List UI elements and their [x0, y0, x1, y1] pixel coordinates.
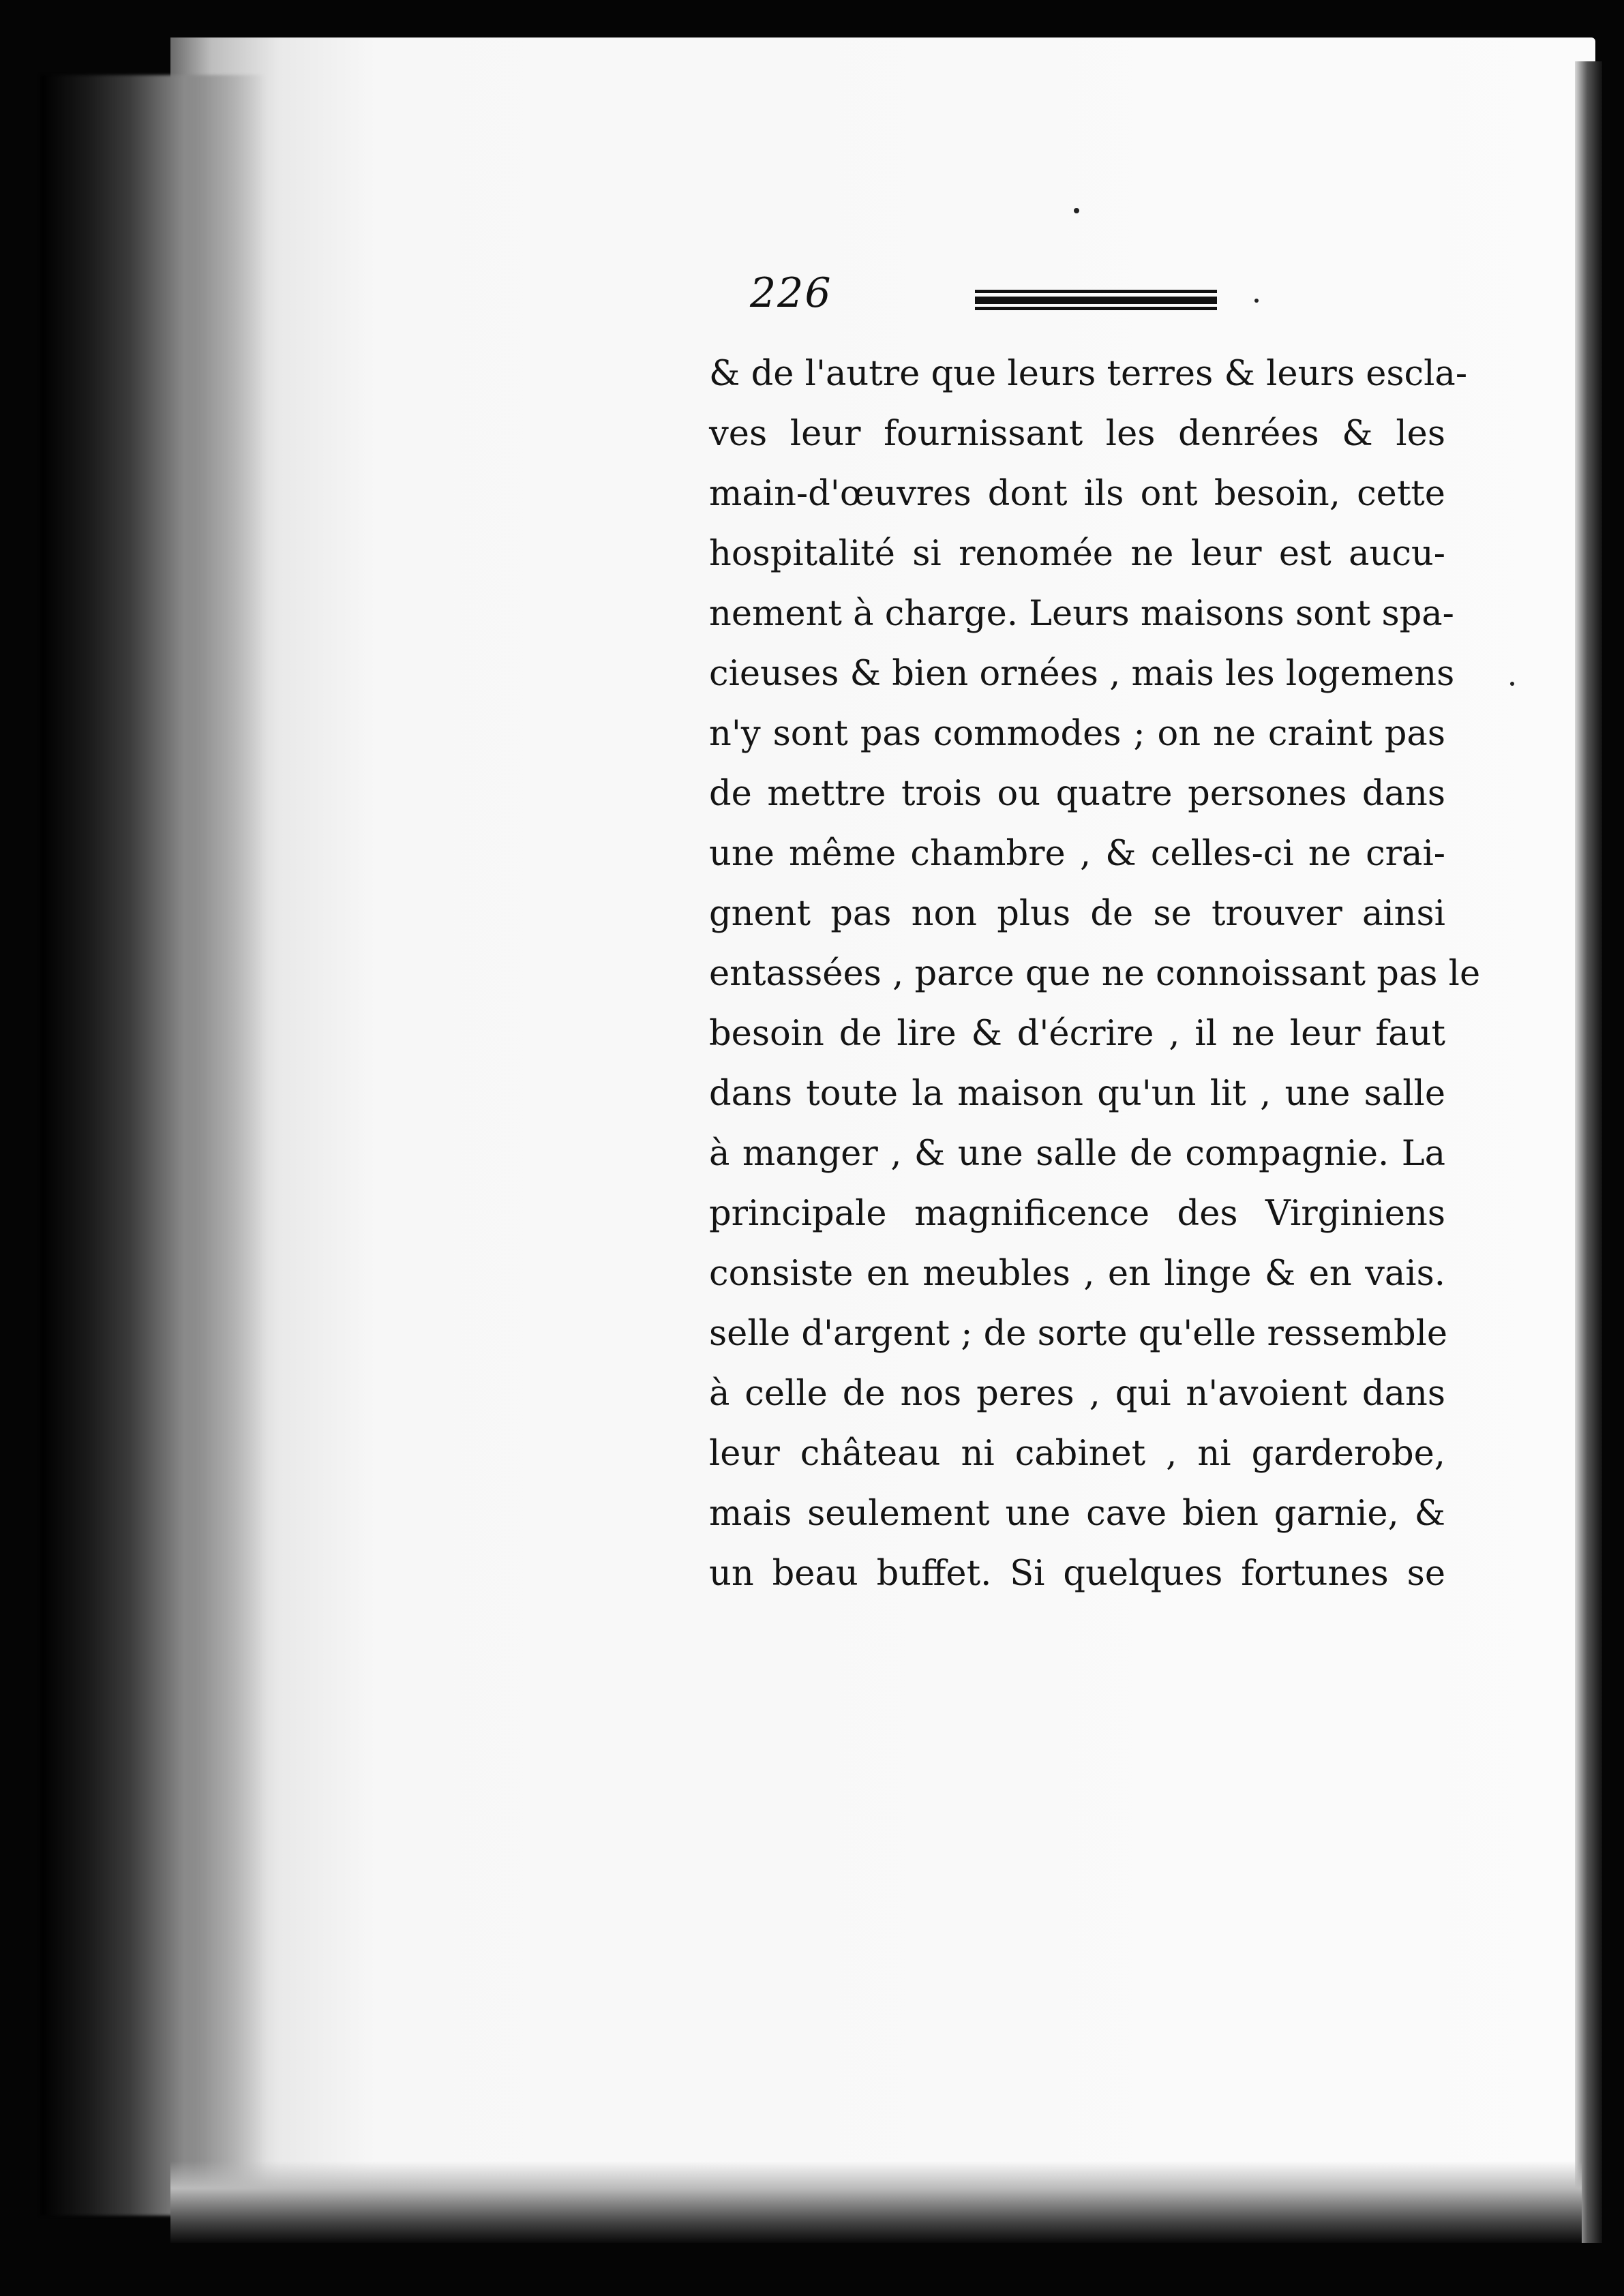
- page-right-edge: [1575, 61, 1602, 2243]
- header-rule-thin: [975, 290, 1217, 293]
- text-line: principale magnificence des Virginiens: [709, 1194, 1445, 1234]
- text-line: dans toute la maison qu'un lit , une salle: [709, 1074, 1445, 1114]
- ink-speck: [1074, 208, 1079, 213]
- text-line: une même chambre , & celles-ci ne crai-: [709, 834, 1445, 874]
- page-number: 226: [750, 269, 832, 317]
- header-double-rule: [975, 290, 1217, 310]
- binding-gutter-shadow: [41, 75, 266, 2216]
- text-line: gnent pas non plus de se trouver ainsi: [709, 894, 1445, 934]
- text-line: n'y sont pas commodes ; on ne craint pas: [709, 714, 1445, 754]
- text-line: besoin de lire & d'écrire , il ne leur faut: [709, 1014, 1445, 1054]
- text-line: un beau buffet. Si quelques fortunes se: [709, 1554, 1445, 1594]
- text-line: & de l'autre que leurs terres & leurs escla-: [709, 354, 1468, 394]
- text-line: hospitalité si renomée ne leur est aucu-: [709, 534, 1445, 574]
- text-line: à celle de nos peres , qui n'avoient dans: [709, 1374, 1445, 1414]
- text-line: nement à charge. Leurs maisons sont spa-: [709, 594, 1454, 634]
- text-line: ves leur fournissant les denrées & les: [709, 414, 1445, 454]
- text-line: cieuses & bien ornées , mais les logemens: [709, 654, 1455, 694]
- text-line: mais seulement une cave bien garnie, &: [709, 1494, 1445, 1534]
- header-rule-thin-lower: [975, 307, 1217, 310]
- page-bottom-edge: [170, 2161, 1582, 2243]
- ink-speck: [1254, 299, 1259, 303]
- text-line: leur château ni cabinet , ni garderobe,: [709, 1434, 1445, 1474]
- text-line: main-d'œuvres dont ils ont besoin, cette: [709, 474, 1445, 514]
- body-text: [709, 344, 1481, 1604]
- text-line: consiste en meubles , en linge & en vais.: [709, 1254, 1445, 1294]
- ink-speck: [1510, 682, 1514, 686]
- text-line: entassées , parce que ne connoissant pas le: [709, 954, 1481, 994]
- text-line: selle d'argent ; de sorte qu'elle ressemble: [709, 1314, 1448, 1354]
- header-rule-thick: [975, 297, 1217, 304]
- text-line: à manger , & une salle de compagnie. La: [709, 1134, 1445, 1174]
- text-line: de mettre trois ou quatre persones dans: [709, 774, 1445, 814]
